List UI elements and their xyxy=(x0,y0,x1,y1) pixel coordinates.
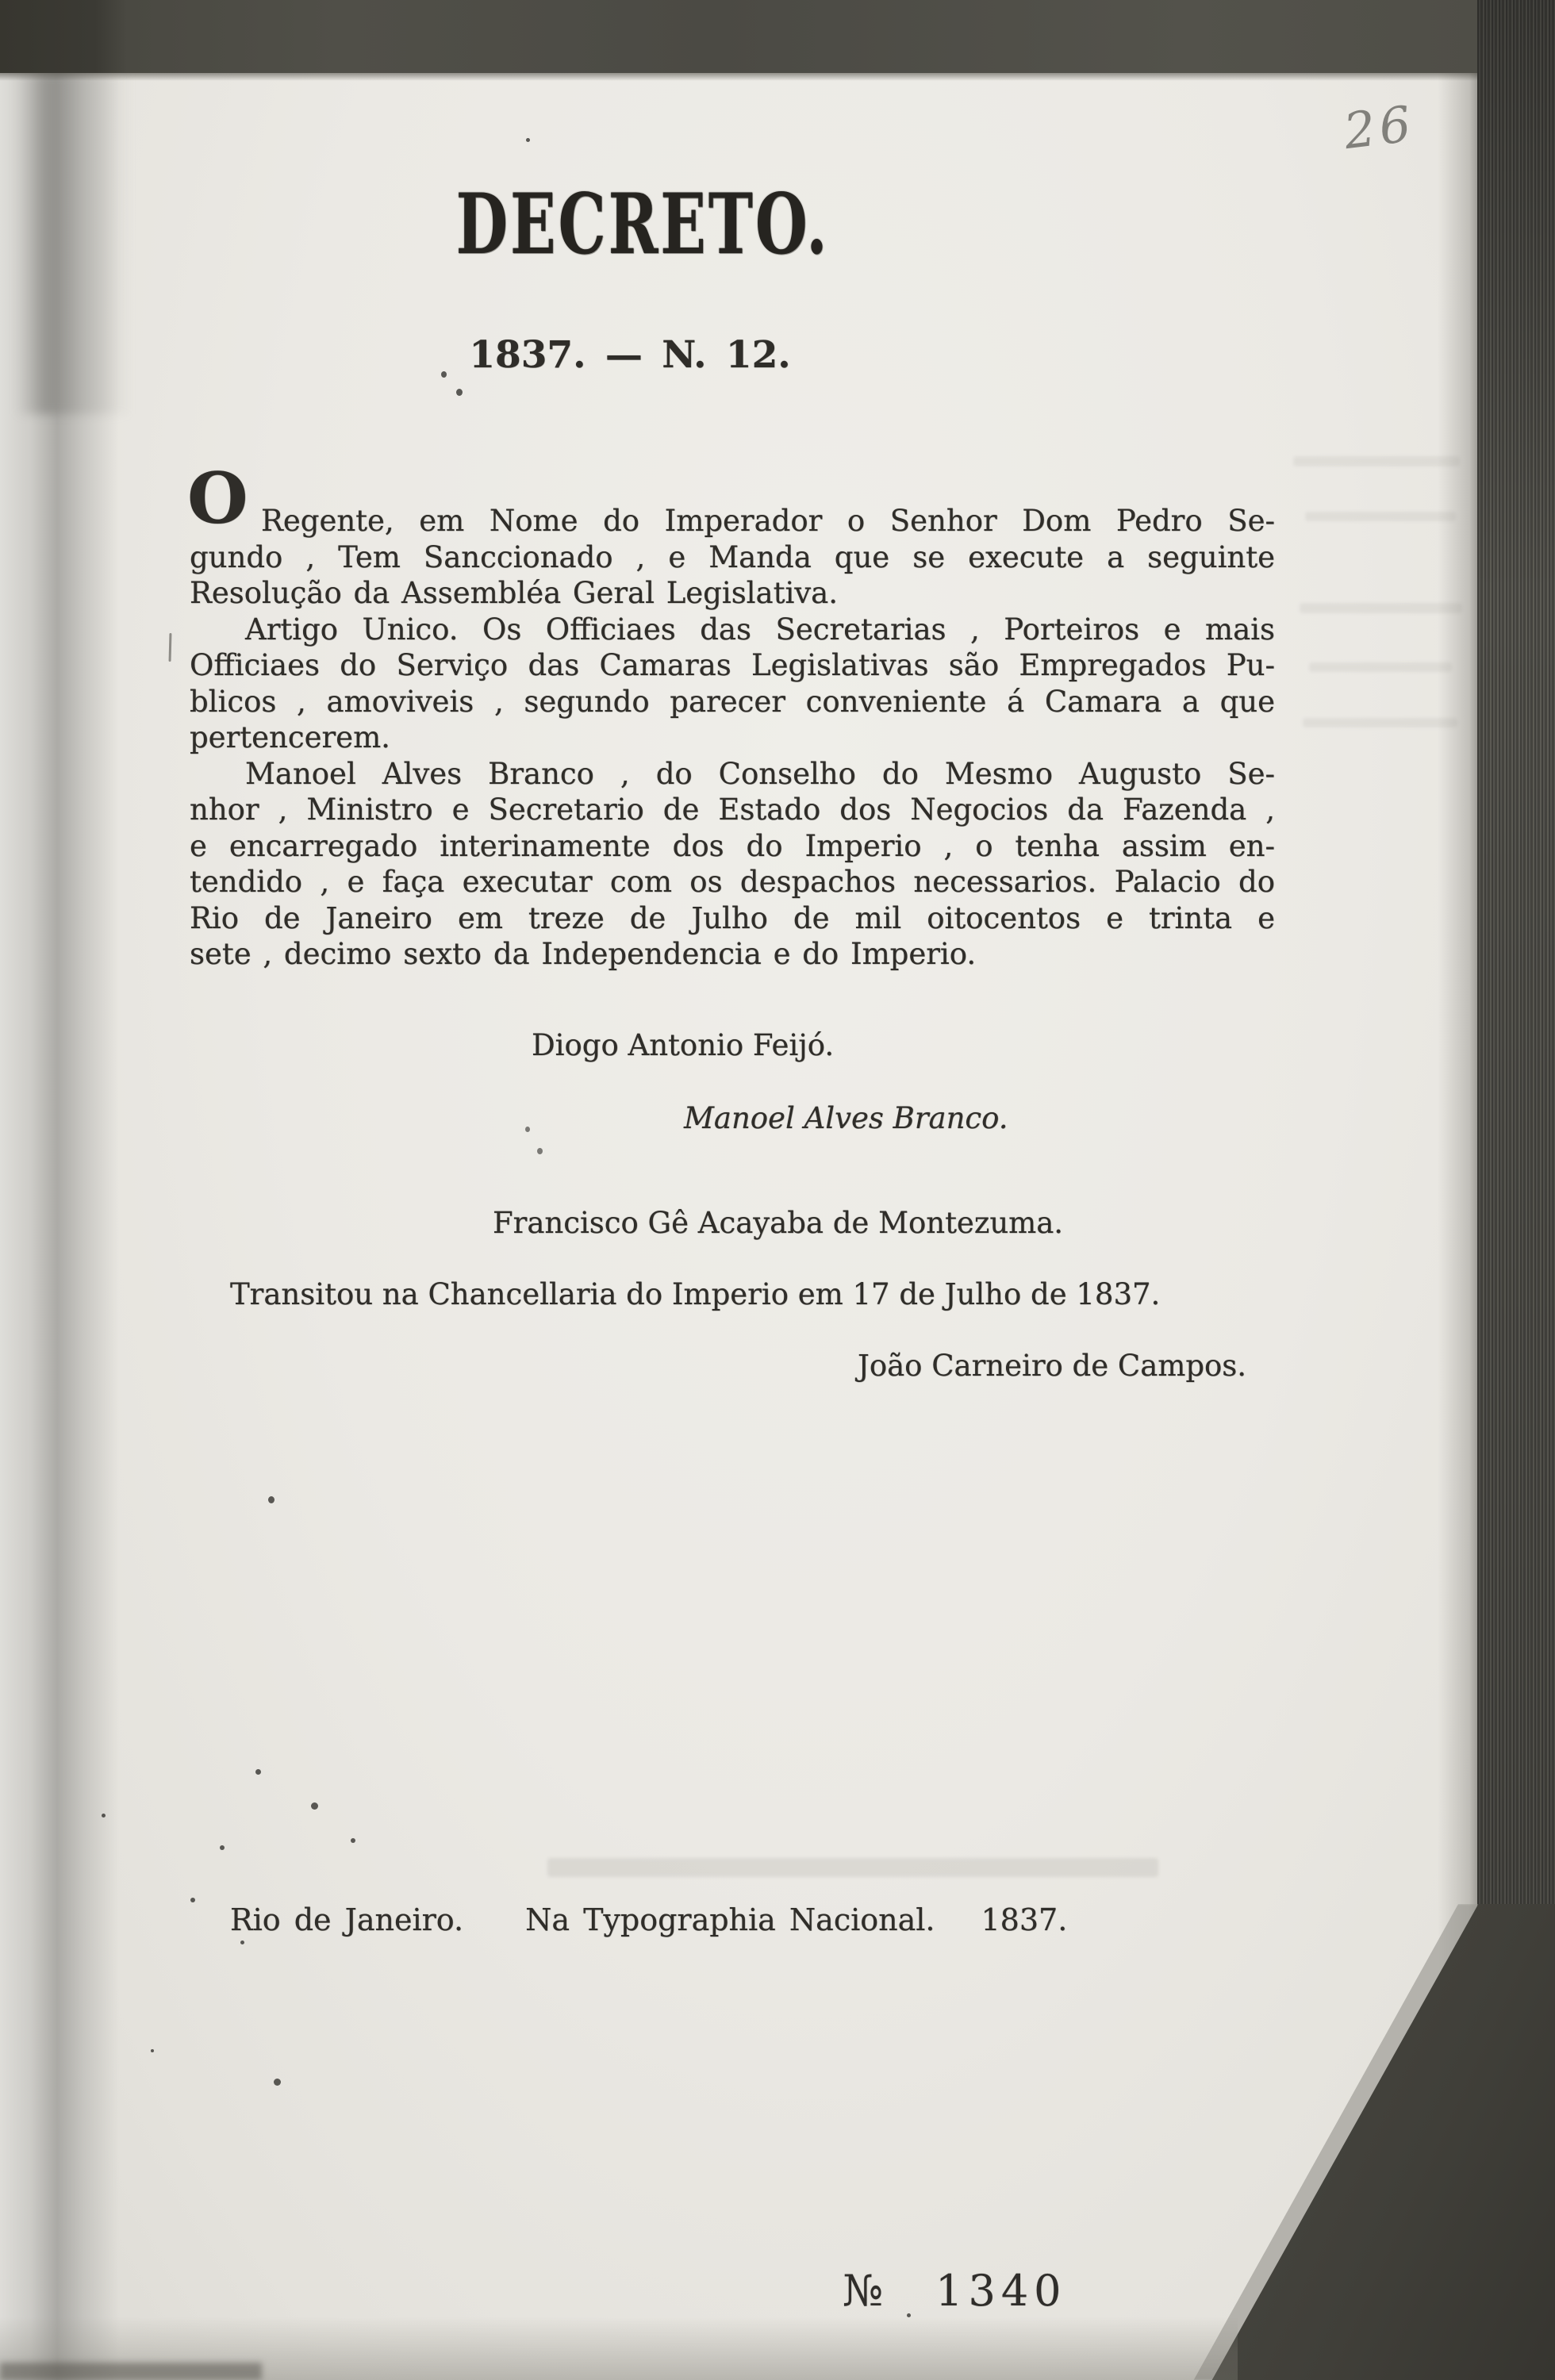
body-line: gundo , Tem Sanccionado , e Manda que se execute a seguinte xyxy=(190,539,1275,574)
ink-speck xyxy=(190,1898,195,1902)
signature-registrar: João Carneiro de Campos. xyxy=(858,1349,1247,1383)
bottom-edge-sliver xyxy=(0,2363,262,2380)
bleedthrough-smudge xyxy=(1305,512,1456,521)
gutter-shadow-top xyxy=(0,73,135,414)
body-line: Officiaes do Serviço das Camaras Legislativas são Empregados Pu- xyxy=(190,648,1275,682)
decree-body xyxy=(190,503,1275,973)
book-top-edge-fade xyxy=(0,73,1555,81)
handwritten-page-number: 26 xyxy=(1340,94,1419,161)
bleedthrough-smudge xyxy=(547,1858,1158,1877)
ink-speck xyxy=(255,1769,261,1775)
chancellery-transit-note: Transitou na Chancellaria do Imperio em 17 de Julho de 1837. xyxy=(230,1277,1161,1311)
ink-speck xyxy=(351,1838,355,1843)
ink-speck xyxy=(268,1496,275,1503)
ink-speck xyxy=(456,389,463,396)
ink-speck xyxy=(311,1802,318,1810)
drop-cap: O xyxy=(187,457,248,539)
pencil-dot xyxy=(525,1127,530,1132)
ink-speck xyxy=(240,1940,244,1944)
signature-minister: Manoel Alves Branco. xyxy=(684,1101,1008,1135)
bleedthrough-smudge xyxy=(1309,662,1452,672)
body-line: Artigo Unico. Os Officiaes das Secretarias , Porteiros e mais xyxy=(245,612,1275,647)
imprint-year: 1837. xyxy=(981,1902,1068,1937)
body-line: tendido , e faça executar com os despachos necessarios. Palacio do xyxy=(190,865,1275,899)
body-line: Resolução da Assembléa Geral Legislativa. xyxy=(190,576,839,610)
ink-speck xyxy=(526,138,530,142)
ink-speck xyxy=(102,1814,106,1818)
imprint-printer: Na Typographia Nacional. xyxy=(525,1902,935,1937)
ink-speck xyxy=(274,2079,281,2086)
decree-title: DECRETO. xyxy=(455,175,830,273)
book-top-edge xyxy=(0,0,1555,73)
ink-speck xyxy=(151,2049,154,2052)
imprint-line xyxy=(230,1902,1067,1937)
gutter-shadow xyxy=(0,73,119,2380)
body-line: Manoel Alves Branco , do Conselho do Mesmo Augusto Se- xyxy=(245,756,1275,791)
signature-chancellor: Francisco Gê Acayaba de Montezuma. xyxy=(493,1206,1064,1240)
body-line: e encarregado interinamente dos do Imperio , o tenha assim en- xyxy=(190,828,1275,863)
bleedthrough-smudge xyxy=(1300,603,1462,613)
numero-sign: № xyxy=(843,2266,884,2316)
signature-regent: Diogo Antonio Feijó. xyxy=(532,1028,835,1062)
body-line: nhor , Ministro e Secretario de Estado dos Negocios da Fazenda , xyxy=(190,793,1275,827)
body-line: Rio de Janeiro em treze de Julho de mil oitocentos e trinta e xyxy=(190,900,1275,935)
body-line: blicos , amoviveis , segundo parecer conveniente á Camara a que xyxy=(190,684,1275,719)
ink-speck xyxy=(220,1845,225,1850)
decree-number-subtitle: 1837. — N. 12. xyxy=(469,333,791,377)
stamp-number: 1340 xyxy=(935,2266,1067,2316)
body-line: pertencerem. xyxy=(190,720,390,754)
pencil-dot xyxy=(537,1148,543,1154)
margin-ink-dash xyxy=(169,633,172,662)
body-line: sete , decimo sexto da Independencia e do Imperio. xyxy=(190,937,977,971)
archive-stamp xyxy=(843,2266,1067,2316)
body-line: Regente, em Nome do Imperador o Senhor Dom Pedro Se- xyxy=(261,504,1275,538)
bleedthrough-smudge xyxy=(1293,456,1460,466)
bleedthrough-smudge xyxy=(1303,718,1457,727)
imprint-place: Rio de Janeiro. xyxy=(230,1902,464,1937)
ink-speck xyxy=(441,371,447,378)
